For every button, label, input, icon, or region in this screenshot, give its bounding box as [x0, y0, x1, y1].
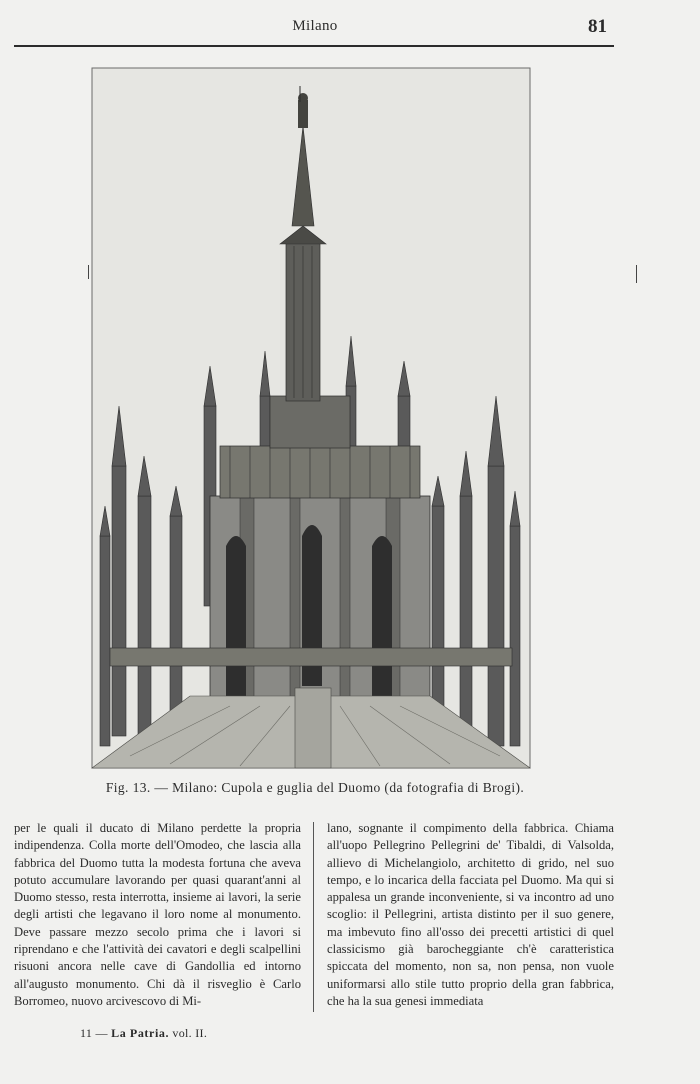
- right-text-column: [327, 820, 614, 1010]
- signature-number: 11: [80, 1026, 93, 1040]
- printer-signature: [80, 1026, 207, 1041]
- column-divider: [313, 822, 314, 1012]
- right-column-text: lano, sognante il compimento della fabbrica. Chiama all'uopo Pellegrino Pellegrini de' Tibaldi, di Valsolda, allievo di Michelangiolo, architetto di grido, nel suo tempo, e lo incarica della facciata pel Duomo. Ma qui si appalesa un grande inconveniente, si va incontro ad uno scoglio: il Pellegrini, artista distinto per il suo genere, ma imbevuto fino all'osso dei precetti artistici di quel classicismo già barocheggiante ch'è caratteristica spiccata del momento, non sa, non pensa, non vuole uniformarsi allo stile tutto proprio della gran fabbrica, che ha la sua genesi immediata: [327, 821, 614, 1008]
- volume-label: vol. II.: [172, 1026, 208, 1040]
- duomo-engraving: [90, 66, 532, 770]
- page-number: 81: [588, 16, 607, 37]
- figure-caption: Fig. 13. — Milano: Cupola e guglia del Duomo (da fotografia di Brogi).: [105, 780, 525, 795]
- left-column-text: per le quali il ducato di Milano perdette la propria indipendenza. Colla morte dell'Omodeo, che lascia alla fabbrica del Duomo tutta la modesta fortuna che aveva potuto accumulare lavorando per quasi quarant'anni al Duomo stesso, resta interrotta, insieme ai lavori, la serie degli artisti che legavano il loro nome al monumento. Deve passare mezzo secolo prima che i lavori si riprendano e che l'attività dei cavatori e degli scalpellini risuoni ancora nelle cave di Gandollia ed intorno all'augusto monumento. Chi dà il risveglio è Carlo Borromeo, nuovo arcivescovo di Mi-: [14, 821, 301, 1008]
- margin-mark: [636, 265, 637, 283]
- running-header: Milano: [292, 18, 338, 34]
- header-rule: [14, 45, 614, 47]
- left-text-column: [14, 820, 301, 1010]
- signature-dash: —: [95, 1026, 108, 1040]
- magazine-title: La Patria.: [111, 1026, 170, 1040]
- margin-mark: [88, 265, 89, 279]
